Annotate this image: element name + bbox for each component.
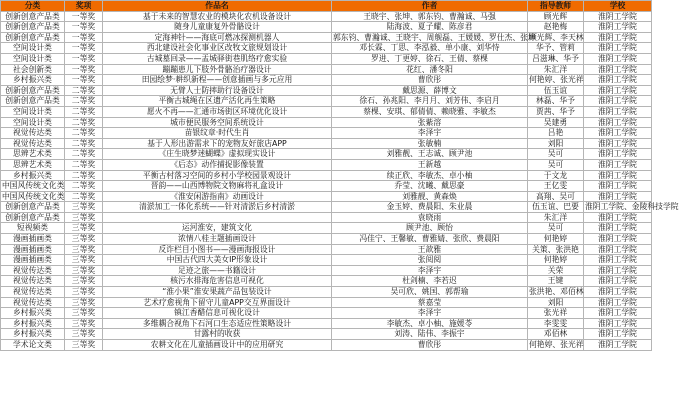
cell-advisor: 何艳婷: [528, 234, 584, 245]
cell-authors: 李泽宇: [332, 265, 528, 276]
cell-work-title: 运河淮安，建筑文化: [103, 223, 332, 234]
cell-work-title: 定海神针——海底可燃冰探测机器人: [103, 32, 332, 43]
cell-school: 淮阴工学院: [584, 287, 652, 298]
cell-advisor: 张光祥: [528, 308, 584, 319]
cell-category: 创新创意产品类: [1, 202, 65, 213]
cell-school: 淮阴工学院: [584, 223, 652, 234]
cell-award: 三等奖: [65, 287, 103, 298]
cell-category: 视觉传达类: [1, 297, 65, 308]
cell-award: 三等奖: [65, 329, 103, 340]
cell-school: 淮阴工学院: [584, 149, 652, 160]
cell-award: 二等奖: [65, 106, 103, 117]
cell-authors: 李泽宇: [332, 128, 528, 139]
cell-advisor: 吴可: [528, 223, 584, 234]
cell-category: 漫画插画类: [1, 255, 65, 266]
cell-award: 三等奖: [65, 202, 103, 213]
cell-work-title: 足迹之旅——书籍设计: [103, 265, 332, 276]
cell-school: 淮阴工学院: [584, 32, 652, 43]
table-row: [1, 223, 652, 234]
table-row: [1, 234, 652, 245]
cell-award: 二等奖: [65, 191, 103, 202]
cell-authors: 张紫溶: [332, 117, 528, 128]
cell-work-title: 浓情八桂主题插画设计: [103, 234, 332, 245]
table-row: [1, 11, 652, 22]
cell-award: 一等奖: [65, 53, 103, 64]
cell-award: 二等奖: [65, 170, 103, 181]
cell-award: 三等奖: [65, 255, 103, 266]
cell-school: 淮阴工学院: [584, 340, 652, 351]
table-row: [1, 340, 652, 351]
cell-category: 思辨艺术类: [1, 149, 65, 160]
cell-work-title: 基于未来的智慧农业的模块化农机设备设计: [103, 11, 332, 22]
cell-authors: 冯佳宁、王馨敏、曹雅婧、张欣、费晨阳: [332, 234, 528, 245]
cell-work-title: 田园绘梦·耕织新程——创意插画与多元应用: [103, 75, 332, 86]
table-row: [1, 149, 652, 160]
cell-work-title: 反诈栏目小图书——漫画海报设计: [103, 244, 332, 255]
cell-award: 二等奖: [65, 159, 103, 170]
cell-award: 三等奖: [65, 308, 103, 319]
cell-advisor: 伍玉谊: [528, 85, 584, 96]
cell-award: 三等奖: [65, 276, 103, 287]
cell-authors: 顾尹池、顾怡: [332, 223, 528, 234]
cell-work-title: 《后态》动作捕捉影像装置: [103, 159, 332, 170]
table-row: [1, 297, 652, 308]
cell-category: 视觉传达类: [1, 138, 65, 149]
table-row: [1, 22, 652, 33]
cell-school: 淮阴工学院: [584, 96, 652, 107]
table-row: [1, 212, 652, 223]
cell-advisor: 朱汇洋: [528, 212, 584, 223]
cell-category: 视觉传达类: [1, 265, 65, 276]
cell-award: 二等奖: [65, 96, 103, 107]
cell-work-title: 甘露村的收获: [103, 329, 332, 340]
cell-award: 二等奖: [65, 149, 103, 160]
cell-award: 三等奖: [65, 340, 103, 351]
column-award-header: 奖项: [65, 1, 103, 12]
cell-category: 空间设计类: [1, 43, 65, 54]
cell-advisor: 华予、管莉: [528, 43, 584, 54]
cell-advisor: 王键: [528, 276, 584, 287]
cell-award: 二等奖: [65, 138, 103, 149]
cell-advisor: 吴可: [528, 149, 584, 160]
column-authors-header: 作者: [332, 1, 528, 12]
cell-school: 淮阴工学院: [584, 191, 652, 202]
cell-authors: 刘雅靓、黄森焕: [332, 191, 528, 202]
table-row: [1, 117, 652, 128]
cell-category: 学术论文类: [1, 340, 65, 351]
cell-work-title: [103, 212, 332, 223]
column-school-header: 学校: [584, 1, 652, 12]
cell-school: 淮阴工学院: [584, 234, 652, 245]
cell-category: 视觉传达类: [1, 128, 65, 139]
cell-authors: 李泽宇: [332, 308, 528, 319]
cell-award: 一等奖: [65, 22, 103, 33]
cell-work-title: 基于人形出游需求下的宠物友好旅店APP: [103, 138, 332, 149]
cell-category: 中国风传统文化类: [2, 191, 65, 201]
table-row: [1, 64, 652, 75]
cell-category: 乡村振兴类: [1, 170, 65, 181]
cell-authors: 王晓宇、张坤、郭东钧、曹瀚诚、马强: [332, 11, 528, 22]
cell-work-title: 城市便民服务空间系统设计: [103, 117, 332, 128]
table-row: [1, 287, 652, 298]
cell-school: 淮阴工学院: [584, 117, 652, 128]
cell-advisor: 李雯雯: [528, 318, 584, 329]
cell-school: 淮阴工学院: [584, 265, 652, 276]
table-row: [1, 181, 652, 192]
table-row: [1, 265, 652, 276]
cell-work-title: 核污水排海危害信息可视化: [103, 276, 332, 287]
table-row: [1, 202, 652, 213]
cell-authors: 袁晓雨: [332, 212, 528, 223]
cell-authors: 张阅阅: [332, 255, 528, 266]
cell-work-title: 晋韵——山西博物院文物麻将礼盒设计: [103, 181, 332, 192]
cell-work-title: 平衡古城绳在区遗产活化再生策略: [103, 96, 332, 107]
cell-school: 淮阴工学院: [584, 22, 652, 33]
cell-school: 淮阴工学院: [584, 53, 652, 64]
cell-school: 淮阴工学院: [584, 138, 652, 149]
cell-category: 社会创新类: [1, 64, 65, 75]
cell-category: 创新创意产品类: [1, 212, 65, 223]
cell-school: 淮阴工学院: [584, 244, 652, 255]
cell-school: 淮阴工学院: [584, 181, 652, 192]
cell-authors: 陆海波、夏子耀、陈彦君: [332, 22, 528, 33]
cell-authors: 蔡嘉莹: [332, 297, 528, 308]
cell-work-title: 多维耦合视角下石河口生态适应性策略设计: [103, 318, 332, 329]
cell-authors: 蔡棵、安琪、郁倩倩、赖晓雅、李敏杰: [332, 106, 528, 117]
cell-category: 乡村振兴类: [1, 329, 65, 340]
cell-category: 创新创意产品类: [1, 32, 65, 43]
cell-authors: 邓长霖、丁思、李泓毅、单小康、刘华恃: [332, 43, 528, 54]
cell-advisor: 赵艳梅: [528, 22, 584, 33]
table-row: [1, 244, 652, 255]
cell-category: 创新创意产品类: [1, 96, 65, 107]
table-row: [1, 255, 652, 266]
cell-advisor: 邓佰林: [528, 329, 584, 340]
cell-category: 创新创意产品类: [1, 11, 65, 22]
cell-school: 淮阴工学院、金陵科技学院: [585, 202, 679, 212]
cell-category: 漫画插画类: [1, 234, 65, 245]
table-row: [1, 75, 652, 86]
cell-school: 淮阴工学院: [584, 329, 652, 340]
table-row: [1, 329, 652, 340]
table-row: [1, 96, 652, 107]
cell-work-title: 苗银纹章·时代生肖: [103, 128, 332, 139]
cell-school: 淮阴工学院: [584, 106, 652, 117]
cell-award: 二等奖: [65, 117, 103, 128]
cell-category: 乡村振兴类: [1, 318, 65, 329]
cell-work-title: “淮小果”淮安果蔬产品包装设计: [103, 287, 332, 298]
cell-authors: 杜剑楠、李若迟: [332, 276, 528, 287]
cell-authors: 戴思源、薛博文: [332, 85, 528, 96]
cell-award: 二等奖: [65, 128, 103, 139]
cell-award: 二等奖: [65, 85, 103, 96]
cell-category: 乡村振兴类: [1, 308, 65, 319]
cell-advisor: 吴可: [528, 159, 584, 170]
column-work-title-header: 作品名: [103, 1, 332, 12]
table-body: [1, 11, 679, 350]
cell-advisor: 于文龙: [528, 170, 584, 181]
cell-advisor: 林磊、华予: [528, 96, 584, 107]
cell-award: 三等奖: [65, 244, 103, 255]
cell-work-title: 愿火不再——汇通市场街区环境优化设计: [103, 106, 332, 117]
cell-advisor: 吕滋琳、华予: [528, 53, 584, 64]
table-row: [1, 85, 652, 96]
cell-school: 淮阴工学院: [584, 276, 652, 287]
cell-award: 三等奖: [65, 223, 103, 234]
cell-authors: 乔莹、沈曦、戴思豪: [332, 181, 528, 192]
cell-category: 空间设计类: [1, 53, 65, 64]
cell-category: 空间设计类: [1, 106, 65, 117]
cell-work-title: 蹦蹦患儿下肢外骨骼治疗器设计: [103, 64, 332, 75]
cell-award: 三等奖: [65, 297, 103, 308]
cell-award: 一等奖: [65, 75, 103, 86]
cell-advisor: 吴建勇: [528, 117, 584, 128]
cell-advisor: 何艳婷、张光祥: [529, 75, 584, 85]
cell-work-title: 《庄生晓梦迷蝴蝶》虚拟现实设计: [103, 149, 332, 160]
cell-school: 淮阴工学院: [584, 170, 652, 181]
cell-work-title: 随身儿童康复外骨骼设计: [103, 22, 332, 33]
cell-authors: 续正欣、李敏杰、卓小柚: [332, 170, 528, 181]
cell-school: 淮阴工学院: [584, 297, 652, 308]
cell-school: 淮阴工学院: [584, 11, 652, 22]
cell-authors: 曹欣彤: [332, 340, 528, 351]
cell-advisor: 王亿雯: [528, 181, 584, 192]
cell-category: 视觉传达类: [1, 276, 65, 287]
cell-authors: 金玉婷、费晨阳、朱业晨: [332, 202, 528, 213]
table-row: [1, 53, 652, 64]
cell-authors: 刘雅靓、王志诚、顾尹池: [332, 149, 528, 160]
cell-authors: 王歆雅: [332, 244, 528, 255]
cell-award: 一等奖: [65, 64, 103, 75]
cell-award: 三等奖: [65, 318, 103, 329]
cell-advisor: 关荣: [528, 265, 584, 276]
cell-authors: 吴可欣、姚国、郭帮瑜: [332, 287, 528, 298]
table-row: [1, 128, 652, 139]
column-category-header: 分类: [1, 1, 65, 12]
cell-category: 中国风传统文化类: [2, 181, 65, 191]
cell-school: 淮阴工学院: [584, 159, 652, 170]
cell-advisor: 顾光辉、李天林: [529, 32, 584, 42]
table-header-row: [1, 1, 652, 12]
cell-authors: 王新越: [332, 159, 528, 170]
cell-award: 一等奖: [65, 43, 103, 54]
table-row: [1, 32, 652, 43]
cell-advisor: 吕艳: [528, 128, 584, 139]
table-row: [1, 106, 652, 117]
cell-work-title: 《淮安闲游指南》动画设计: [103, 191, 332, 202]
table-row: [1, 138, 652, 149]
cell-work-title: 艺术疗愈视角下留守儿童APP交互界面设计: [103, 297, 332, 308]
cell-school: 淮阴工学院: [584, 308, 652, 319]
cell-advisor: 关策、张洪艳: [528, 244, 584, 255]
cell-authors: 罗进、丁更婷、徐石、王倩、蔡棵: [332, 53, 528, 64]
table-row: [1, 43, 652, 54]
cell-work-title: 清淤加工一体化系统——针对清淤后乡村清淤: [103, 202, 332, 213]
cell-category: 创新创意产品类: [1, 22, 65, 33]
cell-school: 淮阴工学院: [584, 75, 652, 86]
cell-award: 一等奖: [65, 11, 103, 22]
cell-authors: 曹欣彤: [332, 75, 528, 86]
cell-authors: 张敏楠: [332, 138, 528, 149]
cell-school: 淮阴工学院: [584, 85, 652, 96]
cell-category: 短视频类: [1, 223, 65, 234]
cell-work-title: 无臂人士防摔助行设备设计: [103, 85, 332, 96]
cell-advisor: 张洪艳、邓佰林: [529, 287, 584, 297]
cell-authors: 刘涛、陆伟、李振宇: [332, 329, 528, 340]
cell-advisor: 何艳婷: [528, 255, 584, 266]
table-row: [1, 170, 652, 181]
cell-award: 二等奖: [65, 181, 103, 192]
cell-work-title: 西北建设社会化事业区改牧文旅规划设计: [103, 43, 332, 54]
cell-school: 淮阴工学院: [584, 255, 652, 266]
cell-work-title: 平衡古村落习空间的乡村小学校园景观设计: [103, 170, 332, 181]
cell-award: 三等奖: [65, 212, 103, 223]
cell-school: 淮阴工学院: [584, 318, 652, 329]
cell-advisor: 何艳婷、张光祥: [529, 340, 584, 349]
table-row: [1, 191, 652, 202]
cell-advisor: 伍玉谊、巴要: [528, 202, 584, 213]
cell-school: 淮阴工学院: [584, 43, 652, 54]
cell-school: 淮阴工学院: [584, 128, 652, 139]
cell-category: 思辨艺术类: [1, 159, 65, 170]
cell-authors: 李敏杰、卓小柚、施媛苓: [332, 318, 528, 329]
cell-category: 创新创意产品类: [1, 85, 65, 96]
cell-award: 三等奖: [65, 234, 103, 245]
table-row: [1, 276, 652, 287]
cell-authors: 徐石、孙兆阳、李月月、刘芳伟、李启月: [332, 96, 528, 107]
cell-work-title: 镇江香醋信息可视化设计: [103, 308, 332, 319]
cell-category: 视觉传达类: [1, 287, 65, 298]
cell-category: 空间设计类: [1, 117, 65, 128]
cell-award: 一等奖: [65, 32, 103, 43]
cell-work-title: 古城墓回录——盂城驿街巷肌络疗愈实验: [103, 53, 332, 64]
cell-advisor: 刘阳: [528, 138, 584, 149]
table-row: [1, 159, 652, 170]
cell-award: 三等奖: [65, 265, 103, 276]
cell-authors: 郭东钧、曹瀚诚、王晓宇、周舰磊、王媛媛、罗仕杰、张坤: [333, 32, 536, 42]
cell-work-title: 中国古代四大美女IP形象设计: [103, 255, 332, 266]
cell-category: 漫画插画类: [1, 244, 65, 255]
table-row: [1, 308, 652, 319]
cell-advisor: 高翔、吴可: [528, 191, 584, 202]
cell-advisor: 贾茜、华予: [528, 106, 584, 117]
cell-school: 淮阴工学院: [584, 212, 652, 223]
table-row: [1, 318, 652, 329]
column-advisor-header: 指导教师: [528, 1, 584, 12]
cell-work-title: 农耕文化在儿童插画设计中的应用研究: [103, 340, 332, 351]
cell-school: 淮阴工学院: [584, 64, 652, 75]
cell-advisor: 刘阳: [528, 297, 584, 308]
cell-advisor: 朱汇洋: [528, 64, 584, 75]
cell-category: 乡村振兴类: [1, 75, 65, 86]
cell-advisor: 顾光辉: [528, 11, 584, 22]
cell-authors: 花红、潘冬阳: [332, 64, 528, 75]
